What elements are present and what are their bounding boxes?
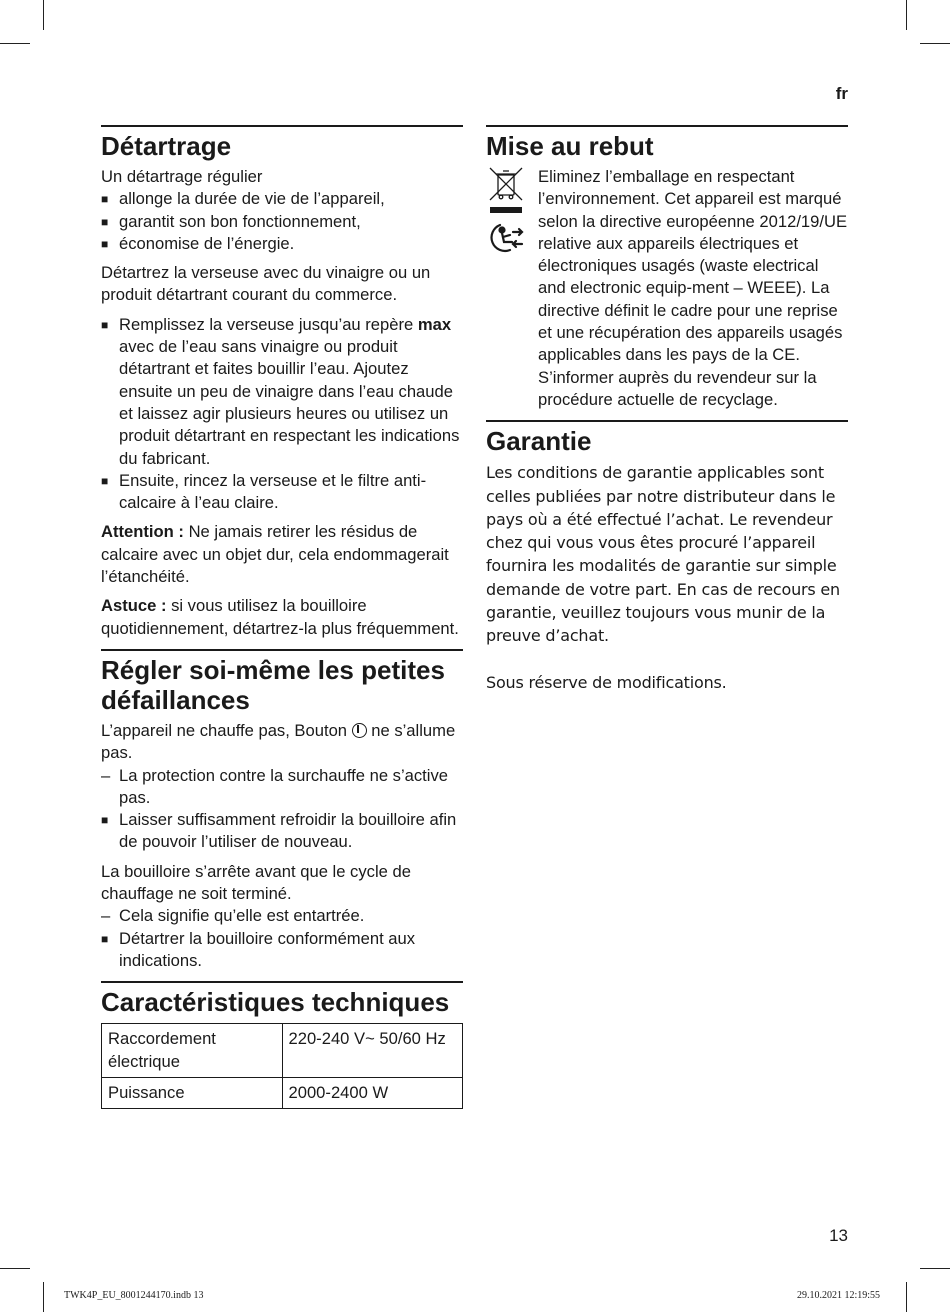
disposal-icons — [486, 166, 538, 411]
cause-list — [101, 765, 463, 810]
warranty-text: Les conditions de garantie applicables sont celles publiées par notre distributeur dans le pays où a été effectué l’achat. Le revendeur chez qui vous vous êtes procuré l’appareil fournira les modalités de garantie sur simple demande de votre part. En cas de recours en garantie, veuillez toujours vous munir de la preuve d’achat. — [486, 463, 841, 646]
right-column — [486, 125, 848, 703]
language-code: fr — [835, 84, 848, 103]
crop-mark — [0, 43, 30, 44]
issue-text-part: ne s’allume pas. — [101, 720, 456, 763]
cause-list — [101, 905, 463, 927]
footer-timestamp: 29.10.2021 12:19:55 — [796, 1290, 880, 1301]
remedy-list — [101, 809, 463, 854]
table-cell: 2000-2400 W — [282, 1077, 463, 1108]
crop-mark — [43, 0, 44, 30]
tip-text: si vous utilisez la bouilloire quotidiennement, détartrez-la plus fréquemment. — [101, 596, 459, 638]
list-item: ■ Ensuite, rincez la verseuse et le filtre anti-calcaire à l’eau claire. — [101, 470, 463, 515]
section-rebut — [486, 125, 848, 411]
table-cell: Raccordement électrique — [102, 1024, 283, 1078]
step-text: avec de l’eau sans vinaigre ou produit détartrant et faites bouillir l’eau. Ajoutez ensuite un peu de vinaigre dans l’eau chaude et laissez agir plusieurs heures ou utilisez un produit détartrant en respectant les indications du fabricant. — [119, 337, 460, 468]
crop-mark — [920, 43, 950, 44]
page-number: 13 — [829, 1226, 848, 1245]
section-title: Régler soi-même les petites défaillances — [101, 654, 445, 715]
remedy-list — [101, 928, 463, 973]
crop-mark — [906, 0, 907, 30]
section-caracteristiques — [101, 981, 463, 1109]
list-item — [101, 314, 463, 470]
section-title: Détartrage — [101, 131, 232, 161]
list-item: ■ économise de l’énergie. — [101, 233, 463, 255]
list-item: ■ allonge la durée de vie de l’appareil, — [101, 188, 463, 210]
crop-mark — [0, 1268, 30, 1269]
attention-text: Ne jamais retirer les résidus de calcaire avec un objet dur, cela endommagerait l’étanchéité. — [101, 522, 449, 587]
table-row — [102, 1024, 463, 1078]
triman-icon — [486, 220, 526, 256]
section-defaillances — [101, 649, 463, 972]
crossed-bin-icon — [486, 166, 526, 214]
attention-note — [101, 521, 463, 588]
disposal-block — [486, 166, 848, 411]
benefits-list — [101, 188, 463, 255]
section-title: Garantie — [486, 426, 592, 457]
intro-text: Un détartrage régulier — [101, 167, 263, 186]
crop-mark — [920, 1268, 950, 1269]
reserve-note: Sous réserve de modifications. — [486, 672, 727, 692]
steps-list — [101, 314, 463, 515]
table-row — [102, 1077, 463, 1108]
left-column — [101, 125, 463, 1118]
crop-mark — [906, 1282, 907, 1312]
disposal-text: Eliminez l’emballage en respectant l’environnement. Cet appareil est marqué selon la directive européenne 2012/19/UE relative aux appareils électriques et électroniques usagés (waste electrical and electronic equip-ment – WEEE). La directive définit le cadre pour une reprise et une récupération des appareils usagés applicables dans les pays de la CE. S’informer auprès du revendeur sur la procédure actuelle de recyclage. — [538, 167, 848, 409]
table-cell: 220-240 V~ 50/60 Hz — [282, 1024, 463, 1078]
tip-label: Astuce : — [101, 596, 167, 616]
issue-text: La bouilloire s’arrête avant que le cycle de chauffage ne soit terminé. — [101, 861, 411, 904]
section-garantie — [486, 420, 848, 694]
attention-label: Attention : — [101, 522, 184, 542]
max-mark-label: max — [417, 314, 452, 334]
list-item: ■ Laisser suffisamment refroidir la bouilloire afin de pouvoir l’utiliser de nouveau. — [101, 809, 463, 854]
paragraph: Détartrez la verseuse avec du vinaigre ou un produit détartrant courant du commerce. — [101, 263, 431, 305]
issue-text-part: L’appareil ne chauffe pas, Bouton — [101, 720, 352, 740]
footer-file-info: TWK4P_EU_8001244170.indb 13 — [64, 1290, 204, 1301]
crop-mark — [43, 1282, 44, 1312]
list-item: – Cela signifie qu’elle est entartrée. — [101, 905, 463, 927]
section-detartrage — [101, 125, 463, 640]
section-title: Mise au rebut — [486, 131, 654, 161]
issue-text — [101, 720, 463, 765]
power-button-icon — [352, 723, 367, 738]
list-item: ■ Détartrer la bouilloire conformément aux indications. — [101, 928, 463, 973]
specs-table — [101, 1023, 463, 1109]
section-title: Caractéristiques techniques — [101, 987, 450, 1018]
step-text: Remplissez la verseuse jusqu’au repère — [119, 314, 418, 334]
list-item: ■ garantit son bon fonctionnement, — [101, 211, 463, 233]
list-item: – La protection contre la surchauffe ne s’active pas. — [101, 765, 463, 810]
tip-note — [101, 595, 463, 640]
table-cell: Puissance — [102, 1077, 283, 1108]
